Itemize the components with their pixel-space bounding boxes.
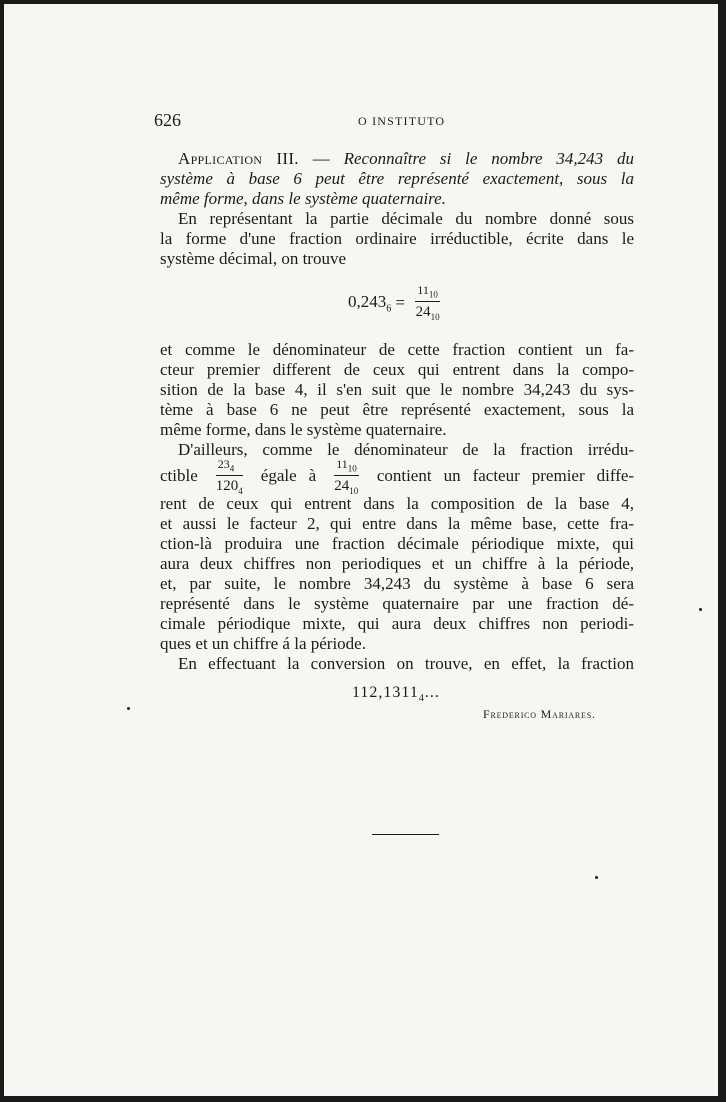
application-label: Application III. xyxy=(178,149,299,168)
scan-speck xyxy=(595,876,598,879)
paragraph2-line-5: même forme, dans le système quaternaire. xyxy=(160,420,447,439)
paragraph2-line-4: tème à base 6 ne peut être représenté exactement, sous la xyxy=(160,400,634,419)
scan-speck xyxy=(127,707,130,710)
fraction-a xyxy=(216,458,243,496)
paragraph3-line-10: ques et un chiffre á la période. xyxy=(160,634,366,653)
fraction-numerator: $11_{10}$ xyxy=(415,284,440,302)
paragraph1-line-2: la forme d'une fraction ordinaire irréductible, écrite dans le xyxy=(160,229,634,248)
equation-lhs: $0,243_6$ xyxy=(348,292,392,315)
paragraph4-line-1: En effectuant la conversion on trouve, en effet, la fraction xyxy=(178,654,634,673)
equals-sign: = xyxy=(395,293,406,313)
paragraph2-line-3: sition de la base 4, il s'en suit que le nombre 34,243 du sys- xyxy=(160,380,634,399)
paragraph3-line-3: rent de ceux qui entrent dans la composition de la base 4, xyxy=(160,494,634,513)
paragraph3-line-5: ction-là produira une fraction décimale périodique mixte, qui xyxy=(160,534,634,553)
application-dash: — xyxy=(312,149,330,168)
result-expression: $112,1311_4$... xyxy=(352,684,440,705)
paragraph3-line-7: et, par suite, le nombre 34,243 du système à base 6 sera xyxy=(160,574,634,593)
fraction-b xyxy=(334,458,359,496)
paragraph3-line-1: D'ailleurs, comme le dénominateur de la fraction irrédu- xyxy=(178,440,634,459)
scan-speck xyxy=(699,608,702,611)
application-statement-1: Reconnaître si le nombre 34,243 du xyxy=(343,149,635,168)
paragraph3-line-2: ctible $\frac{23_4}{120_4}$ égale à $\frac{11_{10}}{24_{10}}$ contient un facteur premier diffe- xyxy=(160,457,635,497)
paragraph3-line-6: aura deux chiffres non periodiques et un chiffre à la période, xyxy=(160,554,634,573)
equation-1 xyxy=(348,284,446,322)
author-signature: Frederico Mariares. xyxy=(483,707,596,721)
paragraph3-line-4: et aussi le facteur 2, qui entre dans la même base, cette fra- xyxy=(160,514,634,533)
paragraph3-line-8: représenté dans le système quaternaire par une fraction dé- xyxy=(160,594,634,613)
paragraph1-line-3: système décimal, on trouve xyxy=(160,249,347,268)
paragraph2-line-2: cteur premier different de ceux qui entrent dans la compo- xyxy=(160,360,634,379)
application-line-2: système à base 6 peut être représenté exactement, sous la xyxy=(160,169,634,188)
scanned-page xyxy=(4,4,718,1096)
paragraph1-line-1: En représentant la partie décimale du nombre donné sous xyxy=(178,209,634,228)
fraction-a-denominator: $120_4$ xyxy=(215,478,243,497)
fraction-b-numerator: $11_{10}$ xyxy=(334,458,359,476)
section-divider xyxy=(372,834,439,835)
fraction-a-numerator: $23_4$ xyxy=(216,458,243,476)
equation-fraction xyxy=(415,284,440,322)
application-line-1 xyxy=(178,149,634,169)
page-number: 626 xyxy=(154,110,181,130)
running-title: O INSTITUTO xyxy=(358,114,446,128)
fraction-denominator: $24_{10}$ xyxy=(415,304,440,323)
paragraph2-line-1: et comme le dénominateur de cette fraction contient un fa- xyxy=(160,340,634,359)
fraction-b-denominator: $24_{10}$ xyxy=(334,478,359,497)
paragraph3-line-9: cimale périodique mixte, qui aura deux chiffres non periodi- xyxy=(160,614,634,633)
application-line-3: même forme, dans le système quaternaire. xyxy=(160,189,446,208)
